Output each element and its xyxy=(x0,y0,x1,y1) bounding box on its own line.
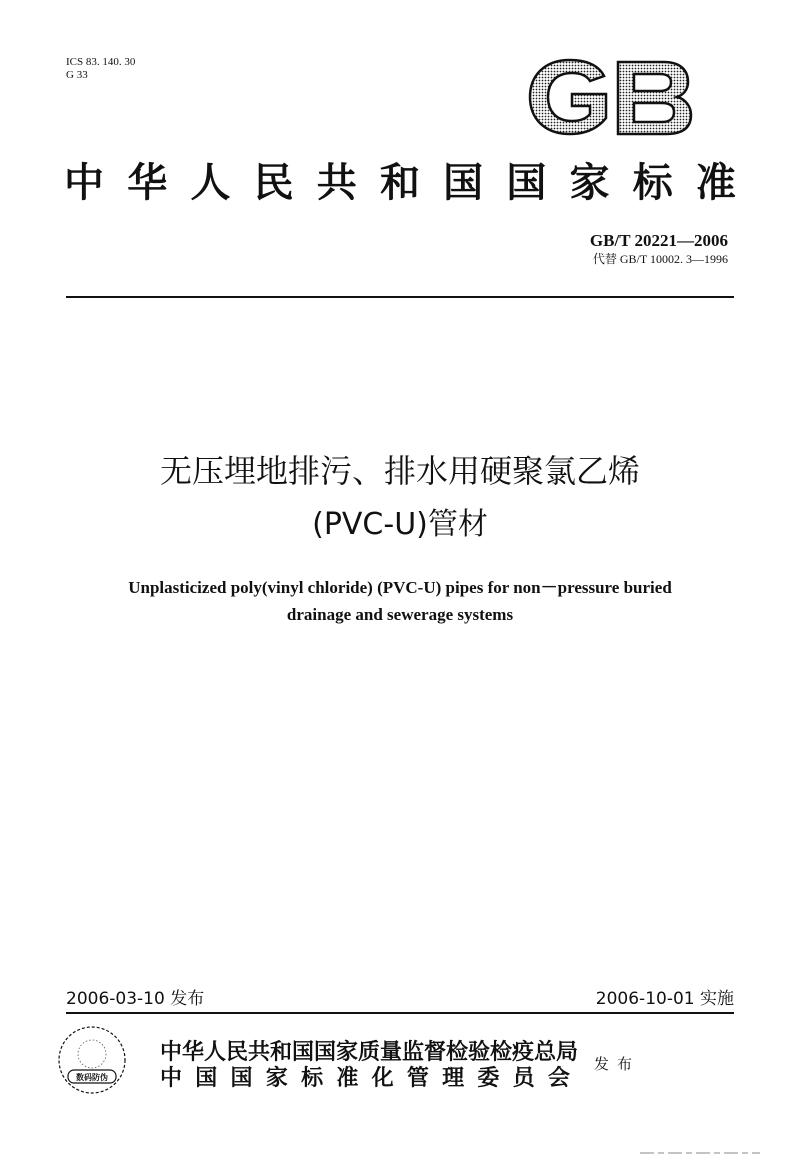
gb-logo xyxy=(526,58,694,136)
issuer-char: 准 xyxy=(336,1066,359,1091)
english-title-line-1: Unplasticized poly(vinyl chloride) (PVC-U) pipes for non－pressure buried xyxy=(128,578,672,597)
issuer-sac xyxy=(160,1066,570,1092)
top-divider xyxy=(66,296,734,298)
heading-char: 标 xyxy=(632,160,673,206)
issuer-char: 员 xyxy=(512,1066,535,1091)
issuer-char: 会 xyxy=(547,1066,570,1091)
replaced-standard: 代替 GB/T 10002. 3—1996 xyxy=(592,252,728,266)
issuer-char: 国 xyxy=(195,1066,218,1091)
issuer-char: 家 xyxy=(265,1066,288,1091)
issuer-char: 理 xyxy=(442,1066,465,1091)
heading-char: 和 xyxy=(379,160,420,206)
heading-char: 共 xyxy=(316,160,357,206)
bottom-divider xyxy=(66,1012,734,1014)
ics-code: ICS 83. 140. 30 xyxy=(66,56,136,68)
chinese-title-line-1: 无压埋地排污、排水用硬聚氯乙烯 xyxy=(159,452,640,490)
heading-char: 准 xyxy=(695,160,736,206)
heading-char: 中 xyxy=(64,160,104,206)
anti-counterfeit-seal-icon xyxy=(56,1024,128,1096)
issuer-char: 管 xyxy=(406,1066,429,1091)
national-standard-heading xyxy=(64,160,736,206)
issue-date: 2006-03-10 发布 xyxy=(66,989,205,1009)
standard-number: GB/T 20221—2006 xyxy=(589,231,728,250)
heading-char: 国 xyxy=(506,160,547,206)
ccs-code: G 33 xyxy=(66,69,88,81)
chinese-title-line-2: (PVC-U)管材 xyxy=(312,507,488,542)
heading-char: 人 xyxy=(190,160,231,206)
publish-label: 发布 xyxy=(594,1055,641,1073)
implementation-date: 2006-10-01 实施 xyxy=(595,989,734,1009)
issuer-aqsiq: 中华人民共和国国家质量监督检验检疫总局 xyxy=(160,1040,579,1065)
heading-char: 华 xyxy=(127,160,168,206)
heading-char: 家 xyxy=(569,160,610,206)
scan-artifact xyxy=(640,1152,760,1154)
issuer-char: 委 xyxy=(477,1066,500,1091)
issuer-char: 标 xyxy=(301,1066,324,1091)
heading-char: 国 xyxy=(443,160,484,206)
issuer-char: 国 xyxy=(230,1066,253,1091)
issuer-char: 化 xyxy=(371,1066,394,1091)
english-title-line-2: drainage and sewerage systems xyxy=(286,605,514,624)
seal-text: 数码防伪 xyxy=(76,1073,108,1082)
classification-codes xyxy=(66,56,135,82)
heading-char: 民 xyxy=(253,160,294,206)
issuer-char: 中 xyxy=(160,1066,183,1091)
